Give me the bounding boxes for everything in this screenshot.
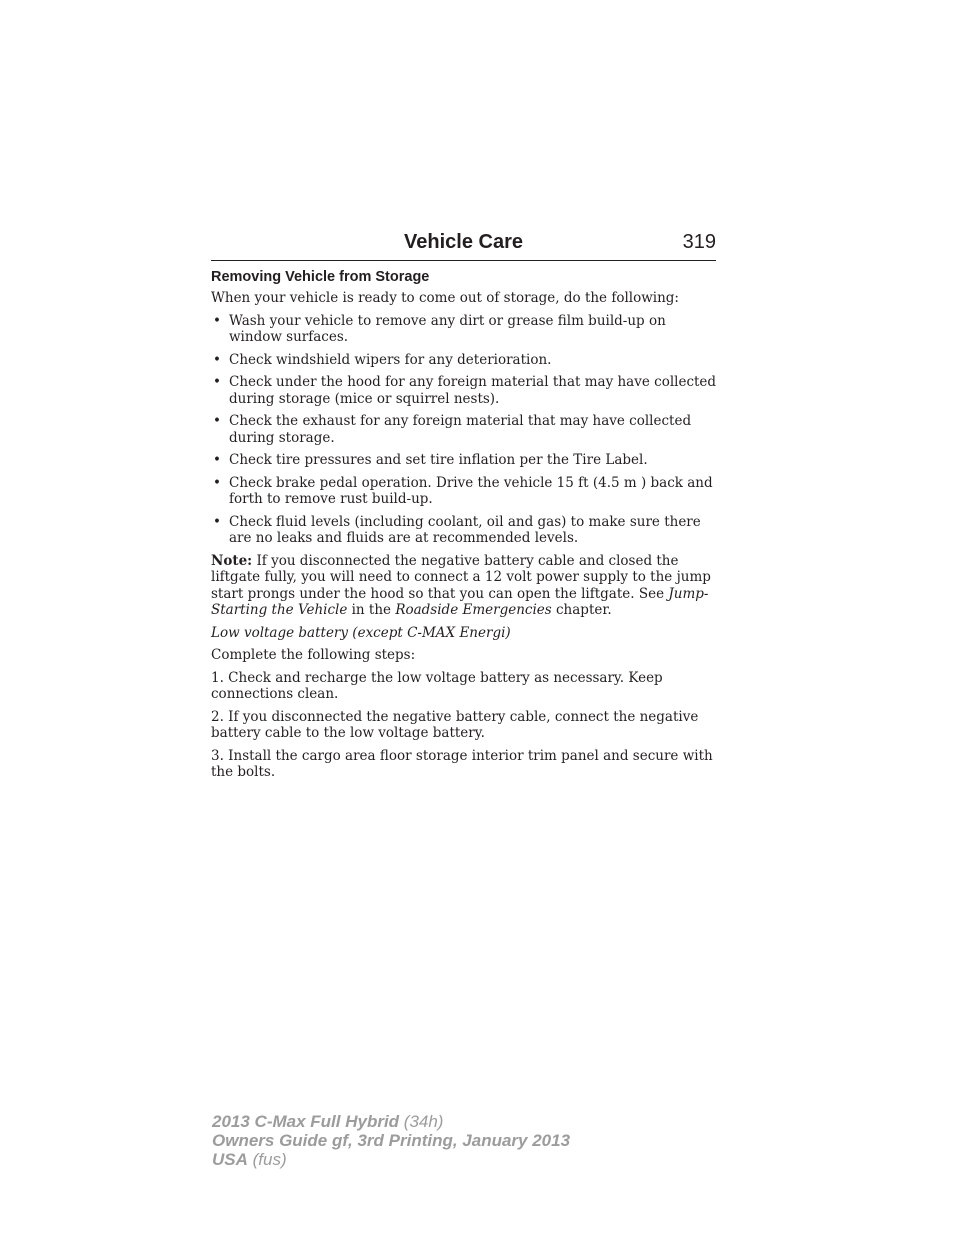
bullet-icon: •	[213, 452, 221, 468]
subheading: Low voltage battery (except C-MAX Energi)	[211, 624, 511, 641]
list-item	[211, 374, 719, 407]
footer-line-guide	[212, 1131, 570, 1150]
note-text-mid: in the	[347, 602, 396, 618]
note-paragraph	[211, 553, 719, 619]
list-item-text: Check windshield wipers for any deterioration.	[229, 351, 552, 368]
steps-intro: Complete the following steps:	[211, 647, 416, 663]
step-item: 3. Install the cargo area floor storage interior trim panel and secure with the bolts.	[211, 747, 713, 780]
page-content	[211, 268, 719, 787]
bullet-icon: •	[213, 413, 221, 429]
list-item-text: Check tire pressures and set tire inflation per the Tire Label.	[229, 452, 648, 468]
page-header	[211, 228, 716, 261]
note-reference-roadside: Roadside Emergencies	[395, 602, 552, 618]
bullet-icon: •	[213, 374, 221, 390]
footer-line-model	[212, 1112, 570, 1131]
list-item	[211, 413, 719, 446]
list-item-text: Wash your vehicle to remove any dirt or grease film build-up on window surfaces.	[229, 312, 666, 345]
chapter-title: Vehicle Care	[404, 231, 523, 253]
list-item-text: Check under the hood for any foreign material that may have collected during storage (mice or squirrel nests).	[229, 374, 717, 407]
list-item	[211, 352, 719, 369]
page-number: 319	[682, 231, 716, 253]
note-text: If you disconnected the negative battery cable and closed the liftgate fully, you will need to connect a 12 volt power supply to the jump start prongs under the hood so that you can open the liftgate. See	[211, 552, 711, 602]
intro-paragraph: When your vehicle is ready to come out of storage, do the following:	[211, 290, 679, 306]
storage-checklist	[211, 313, 719, 547]
footer-market: USA	[212, 1150, 248, 1169]
list-item-text: Check brake pedal operation. Drive the vehicle 15 ft (4.5 m ) back and forth to remove rust build-up.	[229, 474, 713, 507]
list-item-text: Check the exhaust for any foreign material that may have collected during storage.	[229, 413, 692, 446]
note-label: Note:	[211, 552, 253, 569]
list-item-text: Check fluid levels (including coolant, oil and gas) to make sure there are no leaks and fluids are at recommended levels.	[229, 513, 701, 546]
step-item: 1. Check and recharge the low voltage battery as necessary. Keep connections clean.	[211, 669, 663, 702]
bullet-icon: •	[213, 474, 221, 491]
bullet-icon: •	[213, 351, 221, 368]
bullet-icon: •	[213, 312, 221, 329]
section-heading: Removing Vehicle from Storage	[211, 269, 430, 285]
step-item: 2. If you disconnected the negative battery cable, connect the negative battery cable to the low voltage battery.	[211, 708, 699, 741]
list-item	[211, 475, 719, 508]
footer-market-code: (fus)	[247, 1150, 287, 1169]
footer-model: 2013 C-Max Full Hybrid	[212, 1112, 400, 1131]
footer-line-market	[212, 1150, 570, 1169]
footer-model-code: (34h)	[399, 1112, 444, 1131]
note-text-end: chapter.	[551, 602, 612, 618]
bullet-icon: •	[213, 513, 221, 530]
list-item	[211, 452, 719, 469]
list-item	[211, 313, 719, 346]
page-footer	[212, 1112, 570, 1169]
list-item	[211, 514, 719, 547]
footer-guide: Owners Guide gf, 3rd Printing, January 2013	[212, 1131, 571, 1150]
note-reference-jump-starting: Jump-Starting the Vehicle	[211, 585, 709, 618]
